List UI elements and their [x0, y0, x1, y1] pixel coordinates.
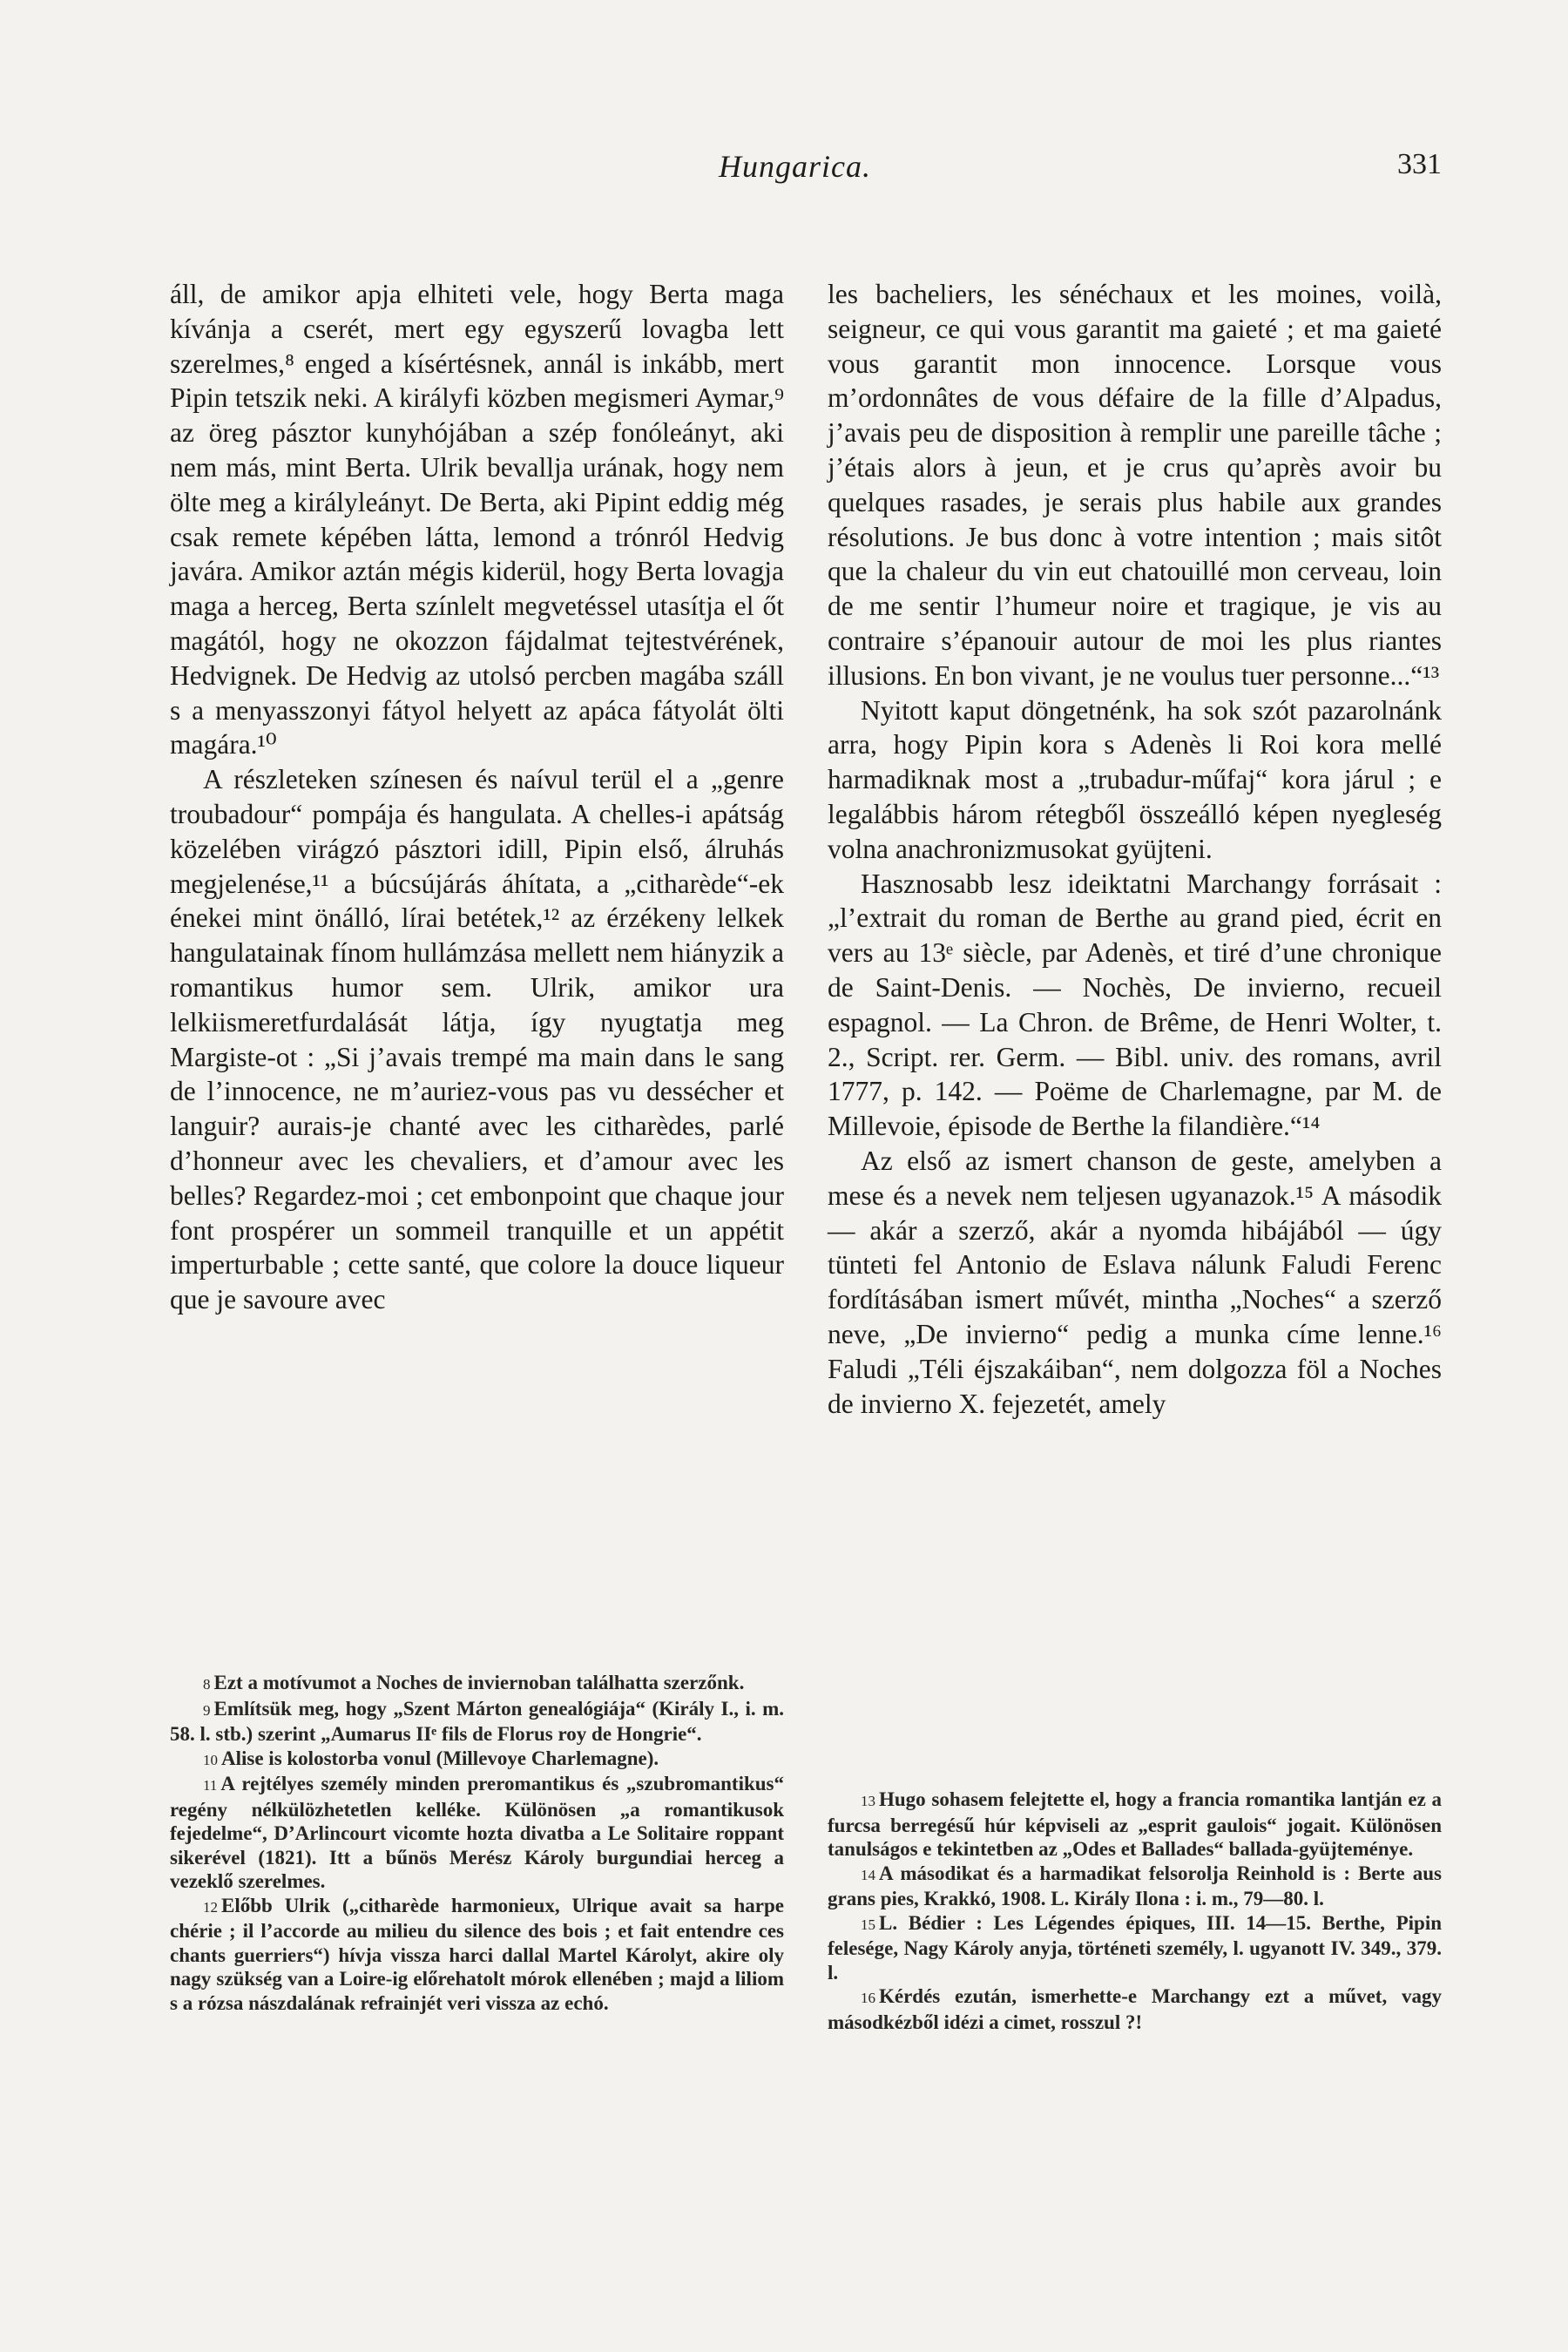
page-number: 331	[1397, 148, 1442, 180]
footnote-number: 16	[861, 1990, 875, 2006]
left-paragraph-1: áll, de amikor apja elhiteti vele, hogy Berta maga kívánja a cserét, mert egy egyszerű lovagba lett szerelmes,⁸ enged a kísértésnek, annál is inkább, mert Pipin tetszik neki. A királyfi közben megismeri Aymar,⁹ az öreg pásztor kunyhójában a szép fonóleányt, aki nem más, mint Berta. Ulrik bevallja urának, hogy nem ölte meg a királyleányt. De Berta, aki Pipint eddig még csak remete képében látta, lemond a trónról Hedvig javára. Amikor aztán mégis kiderül, hogy Berta lovagja maga a herceg, Berta színlelt megvetéssel utasítja el őt magától, hogy ne okozzon fájdalmat tejtestvérének, Hedvignek. De Hedvig az utolsó percben magába száll s a menyasszonyi fátyol helyett az apáca fátyolát ölti magára.¹⁰	[170, 279, 784, 760]
right-paragraph-2: Nyitott kaput döngetnénk, ha sok szót pazarolnánk arra, hogy Pipin kora s Adenès li Roi kora mellé harmadiknak most a „trubadur-műfaj“ kora járul ; e legalábbis három rétegből összeálló képen nyegleség volna anachronizmusokat gyüjteni.	[828, 694, 1442, 864]
footnote-text: Kérdés ezután, ismerhette-e Marchangy ezt a művet, vagy másodkézből idézi a cimet, rosszul ?!	[828, 1985, 1442, 2033]
left-column	[170, 277, 784, 1317]
footnote-12	[170, 1894, 784, 2016]
right-column	[828, 277, 1442, 1421]
footnote-number: 10	[203, 1751, 218, 1768]
footnote-10	[170, 1747, 784, 1773]
right-paragraph-1: les bacheliers, les sénéchaux et les moines, voilà, seigneur, ce qui vous garantit ma gaieté ; et ma gaieté vous garantit mon innocence. Lorsque vous m’ordonnâtes de vous défaire de la fille d’Alpadus, j’avais peu de disposition à remplir une pareille tâche ; j’étais alors à jeun, et je crus qu’après avoir bu quelques rasades, je serais plus habile aux grandes résolutions. Je bus donc à votre intention ; mais sitôt que la chaleur du vin eut chatouillé mon cerveau, loin de me sentir l’humeur noire et tragique, je vis au contraire s’épanouir autour de moi les plus riantes illusions. En bon vivant, je ne voulus tuer personne...“¹³	[828, 279, 1442, 691]
footnote-text: Alise is kolostorba vonul (Millevoye Charlemagne).	[221, 1747, 659, 1769]
footnote-14	[828, 1862, 1442, 1911]
footnote-13	[828, 1788, 1442, 1862]
footnote-number: 9	[203, 1701, 211, 1719]
footnote-text: Ezt a motívumot a Noches de inviernoban találhatta szerzőnk.	[213, 1672, 745, 1693]
footnote-text: A rejtélyes személy minden preromantikus és „szubromantikus“ regény nélkülözhetetlen kelléke. Különösen „a romantikusok fejedelme“, D’Arlincourt vicomte hozta divatba a Le Solitaire roppant sikerével (1821). Itt a bűnös Merész Károly burgundiai herceg a vezeklő szerelmes.	[170, 1773, 784, 1892]
footnote-11	[170, 1772, 784, 1894]
footnote-number: 8	[203, 1676, 211, 1693]
footnote-number: 11	[203, 1777, 218, 1794]
footnote-text: Előbb Ulrik („citharède harmonieux, Ulrique avait sa harpe chérie ; il l’accorde au milieu du silence des bois ; et fait entendre ces chants guerriers“) hívja vissza harci dallal Martel Károlyt, akire oly nagy szükség van a Loire-ig előrehatolt mórok ellenében ; majd a liliom s a rózsa nászdalának refrainjét veri vissza az echó.	[170, 1894, 784, 2014]
footnote-9	[170, 1697, 784, 1747]
left-paragraph-2: A részleteken színesen és naívul terül el a „genre troubadour“ pompája és hangulata. A chelles-i apátság közelében virágzó pásztori idill, Pipin első, álruhás megjelenése,¹¹ a búcsújárás áhítata, a „citharède“-ek énekei mint önálló, lírai betétek,¹² az érzékeny lelkek hangulatainak fínom hullámzása mellett nem hiányzik a romantikus humor sem. Ulrik, amikor ura lelkiismeretfurdalását látja, így nyugtatja meg Margiste-ot : „Si j’avais trempé ma main dans le sang de l’innocence, ne m’auriez-vous pas vu dessécher et languir? aurais-je chanté avec les citharèdes, parlé d’honneur avec les chevaliers, et d’amour avec les belles? Regardez-moi ; cet embonpoint que chaque jour font prospérer un sommeil tranquille et un appétit imperturbable ; cette santé, que colore la douce liqueur que je savoure avec	[170, 764, 785, 1315]
footnote-16	[828, 1984, 1442, 2034]
footnote-number: 13	[861, 1793, 875, 1809]
footnote-number: 12	[203, 1898, 218, 1916]
footnote-15	[828, 1911, 1442, 1985]
running-title: Hungarica.	[719, 149, 871, 184]
footnotes-right	[828, 1788, 1442, 2034]
footnote-text: L. Bédier : Les Légendes épiques, III. 14—15. Berthe, Pipin felesége, Nagy Károly anyja, történeti személy, l. ugyanott IV. 349., 379. l.	[828, 1911, 1442, 1984]
footnote-text: Hugo sohasem felejtette el, hogy a francia romantika lantján ez a furcsa berregésű húr képviseli az „esprit gaulois“ jogait. Különösen tanulságos e tekintetben az „Odes et Ballades“ ballada-gyüjteménye.	[828, 1788, 1442, 1860]
right-paragraph-4: Az első az ismert chanson de geste, amelyben a mese és a nevek nem teljesen ugyanazok.¹⁵ A második — akár a szerző, akár a nyomda hibájából — úgy tünteti fel Antonio de Eslava nálunk Faludi Ferenc fordításában ismert művét, mintha „Noches“ a szerző neve, „De invierno“ pedig a munka címe lenne.¹⁶ Faludi „Téli éjszakáiban“, nem dolgozza föl a Noches de invierno X. fejezetét, amely	[828, 1145, 1442, 1419]
footnote-8	[170, 1671, 784, 1697]
footnote-text: A másodikat és a harmadikat felsorolja Reinhold is : Berte aus grans pies, Krakkó, 1908. L. Király Ilona : i. m., 79—80. l.	[828, 1862, 1442, 1909]
footnote-number: 15	[861, 1916, 875, 1933]
running-head	[170, 148, 1442, 192]
right-paragraph-3: Hasznosabb lesz ideiktatni Marchangy forrásait : „l’extrait du roman de Berthe au grand pied, écrit en vers au 13ᵉ siècle, par Adenès, et tiré d’une chronique de Saint-Denis. — Nochès, De invierno, recueil espagnol. — La Chron. de Brême, de Henri Wolter, t. 2., Script. rer. Germ. — Bibl. univ. des romans, avril 1777, p. 142. — Poëme de Charlemagne, par M. de Millevoie, épisode de Berthe la filandière.“¹⁴	[828, 868, 1442, 1142]
footnotes-left	[170, 1671, 784, 2015]
footnote-number: 14	[861, 1866, 875, 1883]
footnote-text: Említsük meg, hogy „Szent Márton genealógiája“ (Király I., i. m. 58. l. stb.) szerint „Aumarus IIᵉ fils de Florus roy de Hongrie“.	[170, 1697, 784, 1745]
